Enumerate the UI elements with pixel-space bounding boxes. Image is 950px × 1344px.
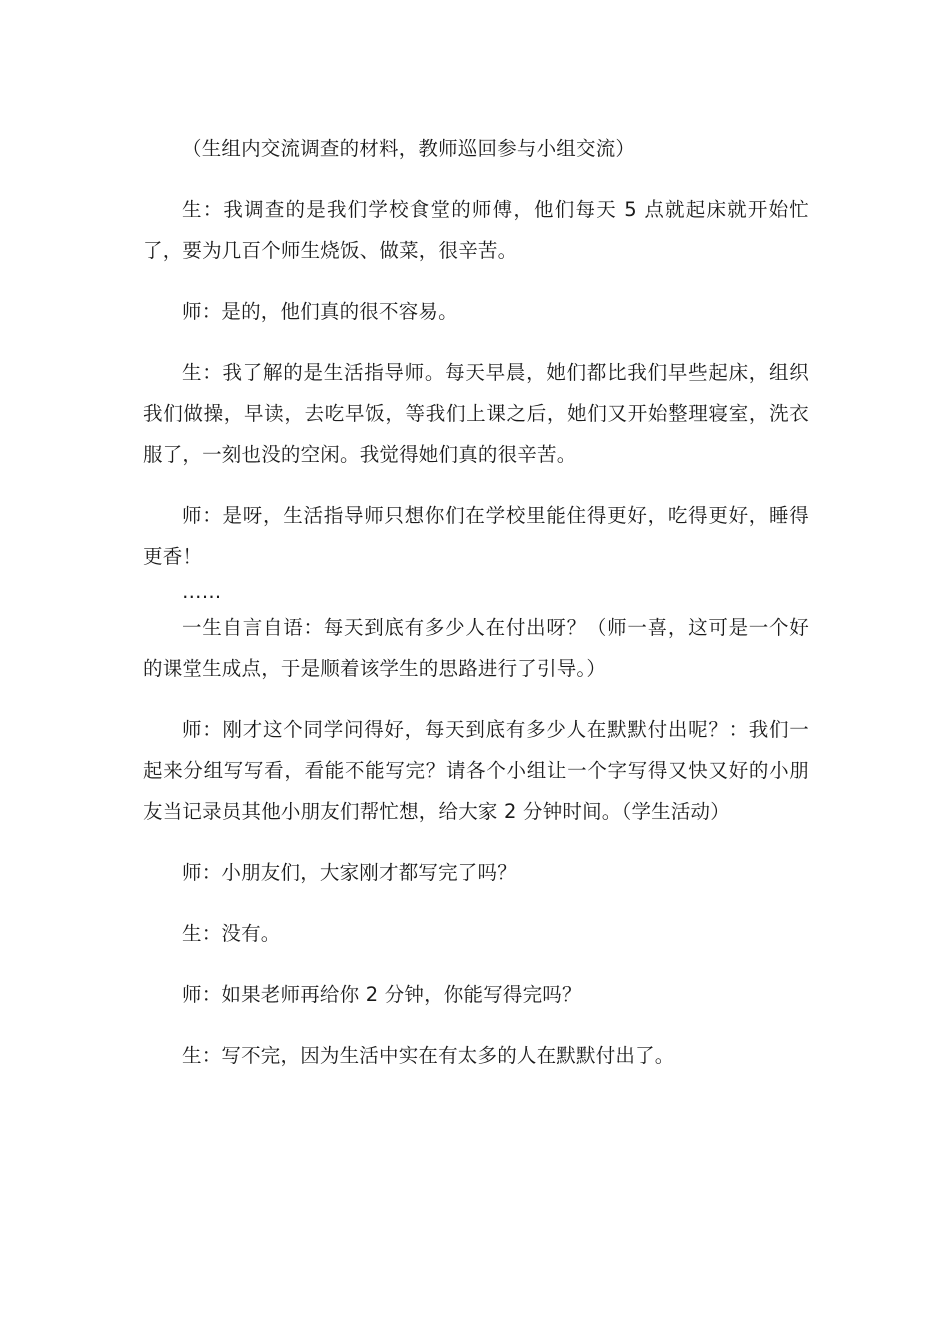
paragraph-student-no: 生：没有。 [182,922,281,945]
paragraph-teacher-group-task: 师：刚才这个同学问得好，每天到底有多少人在默默付出呢？：我们一起来分组写写看，看能不能写完？请各个小组让一个字写得又快又好的小朋友当记录员其他小朋友们帮忙想，给大家 2 分钟时间。（学生活动） [143,718,809,823]
paragraph-group-discussion-note: （生组内交流调查的材料，教师巡回参与小组交流） [182,137,636,160]
paragraph-ellipsis: …… [182,580,222,603]
paragraph-teacher-finished-question: 师：小朋友们，大家刚才都写完了吗？ [182,861,517,884]
paragraph-student-cannot-finish: 生：写不完，因为生活中实在有太多的人在默默付出了。 [182,1044,675,1067]
paragraph-student-canteen: 生：我调查的是我们学校食堂的师傅，他们每天 5 点就起床就开始忙了，要为几百个师生烧饭、做菜，很辛苦。 [143,198,809,262]
document-body [143,128,809,1096]
paragraph-teacher-life-guide: 师：是呀，生活指导师只想你们在学校里能住得更好，吃得更好，睡得更香！ [143,504,809,568]
paragraph-student-self-talk: 一生自言自语：每天到底有多少人在付出呀？（师一喜，这可是一个好的课堂生成点，于是顺着该学生的思路进行了引导。） [143,616,809,680]
paragraph-teacher-not-easy: 师：是的，他们真的很不容易。 [182,300,458,323]
paragraph-student-life-guide: 生：我了解的是生活指导师。每天早晨，她们都比我们早些起床，组织我们做操，早读，去吃早饭，等我们上课之后，她们又开始整理寝室，洗衣服了，一刻也没的空闲。我觉得她们真的很辛苦。 [143,361,809,466]
paragraph-teacher-two-minutes: 师：如果老师再给你 2 分钟，你能写得完吗？ [182,983,582,1006]
